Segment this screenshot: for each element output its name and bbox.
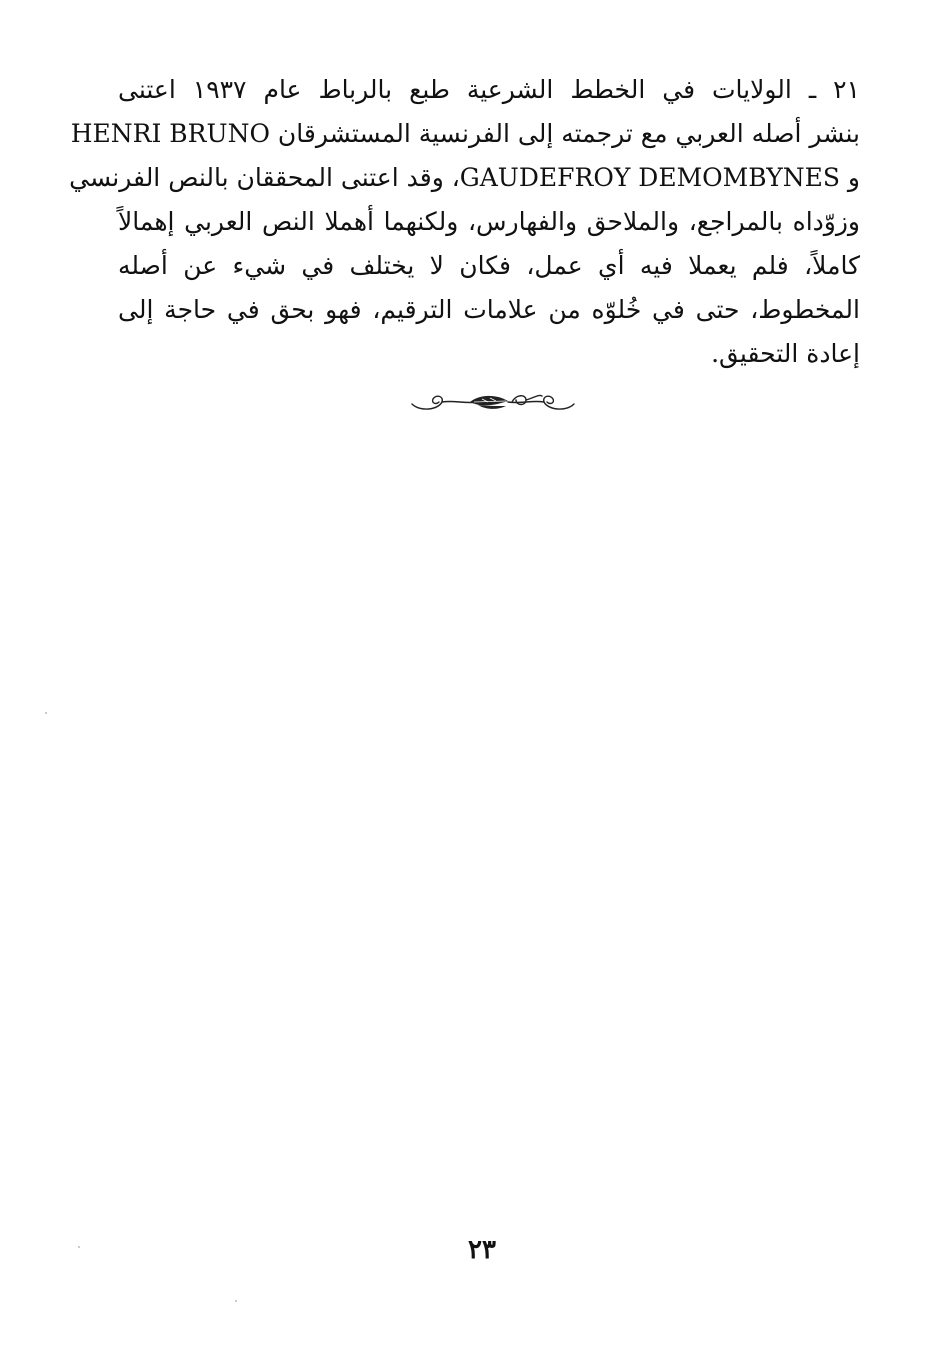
paragraph-line-5: كاملاً، فلم يعملا فيه أي عمل، فكان لا يختلف في شيء عن أصله <box>118 251 860 280</box>
paragraph-line-3: و GAUDEFROY DEMOMBYNES، وقد اعتنى المحققان بالنص الفرنسي <box>69 163 860 192</box>
scan-speck <box>235 1300 237 1302</box>
footnote-paragraph <box>69 68 860 376</box>
paragraph-line-2: بنشر أصله العربي مع ترجمته إلى الفرنسية المستشرقان HENRI BRUNO <box>70 119 860 148</box>
page-number: ٢٣ <box>468 1235 496 1265</box>
paragraph-line-4: وزوّداه بالمراجع، والملاحق والفهارس، ولكنهما أهملا النص العربي إهمالاً <box>118 207 860 236</box>
floral-divider-icon <box>408 388 578 418</box>
paragraph-line-1: ٢١ ـ الولايات في الخطط الشرعية طبع بالرباط عام ١٩٣٧ اعتنى <box>118 75 860 104</box>
paragraph-line-6: المخطوط، حتى في خُلوّه من علامات الترقيم، فهو بحق في حاجة إلى <box>118 295 860 324</box>
scan-speck <box>45 712 47 714</box>
paragraph-line-7: إعادة التحقيق. <box>711 339 860 368</box>
scan-speck <box>78 1246 80 1248</box>
